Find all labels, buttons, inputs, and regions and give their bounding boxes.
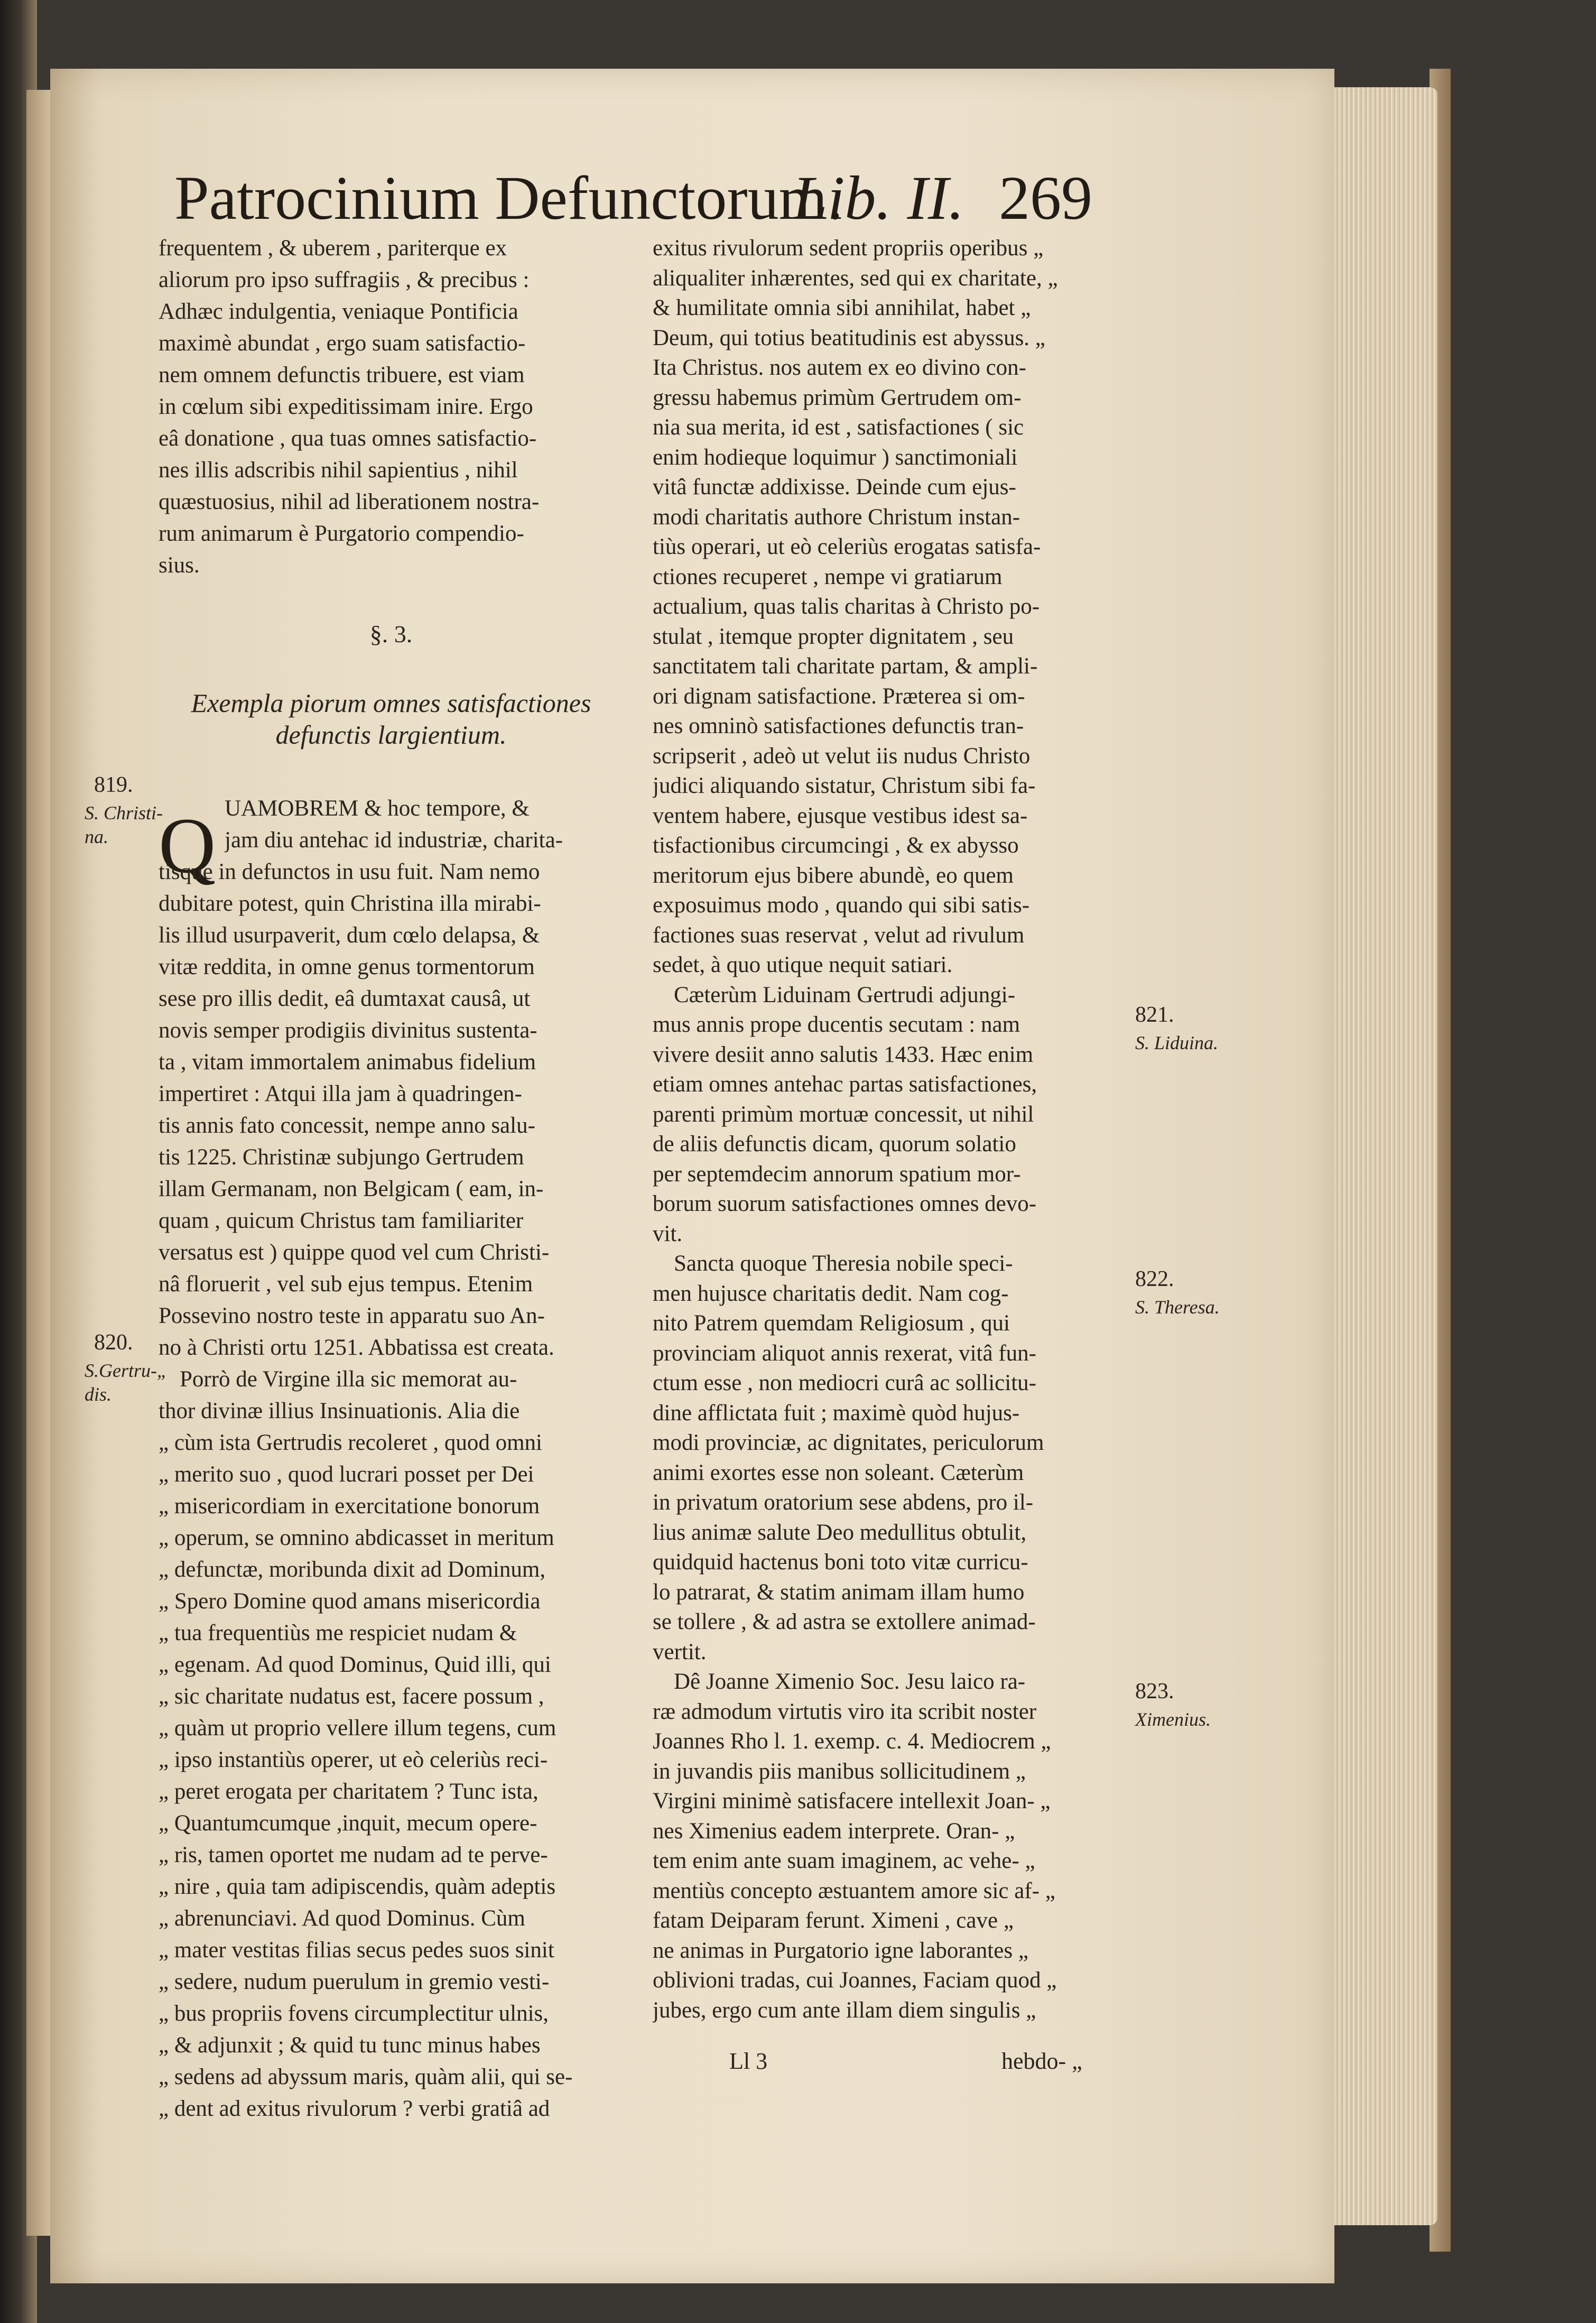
signature-mark: Ll 3 [729,2048,768,2074]
right-text-line: jubes, ergo cum ante illam diem singulis „ [653,1997,1036,2023]
right-text-line: sedet, à quo utique nequit satiari. [653,952,953,977]
right-text-line: modi provinciæ, ac dignitates, periculorum [653,1430,1044,1455]
right-text-line: tiùs operari, ut eò celeriùs erogatas satisfa- [653,534,1041,559]
right-text-line: Cæterùm Liduinam Gertrudi adjungi- [674,982,1016,1007]
left-text-line: „ quàm ut proprio vellere illum tegens, cum [159,1716,556,1741]
right-text-line: vertit. [653,1639,707,1664]
left-text-line: nem omnem defunctis tribuere, est viam [159,363,525,387]
right-text-line: enim hodieque loquimur ) sanctimoniali [653,445,1018,470]
margin-number-821: 821. [1135,1003,1174,1027]
right-text-line: aliqualiter inhærentes, sed qui ex charitate, „ [653,265,1058,291]
right-text-line: vivere desiit anno salutis 1433. Hæc enim [653,1042,1034,1067]
left-text-line: tisque in defunctos in usu fuit. Nam nemo [159,859,540,884]
left-text-line: frequentem , & uberem , pariterque ex [159,236,507,261]
margin-note-christina-2: na. [85,826,108,847]
left-text-line: impertiret : Atqui illa jam à quadringen- [159,1081,522,1106]
right-text-line: se tollere , & ad astra se extollere animad- [653,1609,1036,1634]
right-text-line: vitâ functæ addixisse. Deinde cum ejus- [653,475,1016,499]
left-text-line: novis semper prodigiis divinitus sustenta- [159,1018,537,1043]
left-text-line: sius. [159,553,200,578]
right-text-line: borum suorum satisfactiones omnes devo- [653,1191,1037,1216]
left-text-line: „ mater vestitas filias secus pedes suos sinit [159,1938,554,1963]
right-text-line: men hujusce charitatis dedit. Nam cog- [653,1281,1009,1306]
right-text-line: mus annis prope ducentis secutam : nam [653,1012,1020,1037]
right-text-line: stulat , itemque propter dignitatem , seu [653,624,1014,649]
left-text-line: „ abrenunciavi. Ad quod Dominus. Cùm [159,1906,525,1931]
right-text-line: Ita Christus. nos autem ex eo divino con- [653,355,1026,380]
running-head-title: Patrocinium Defunctorum. [174,163,843,233]
right-text-line: tisfactionibus circumcingi , & ex abysso [653,833,1019,858]
left-text-line: „ & adjunxit ; & quid tu tunc minus habes [159,2033,541,2058]
right-text-line: Sancta quoque Theresia nobile speci- [674,1251,1013,1276]
left-text-line: Porrò de Virgine illa sic memorat au- [180,1367,517,1392]
right-text-line: nia sua merita, id est , satisfactiones ( sic [653,415,1024,440]
drop-cap: Q [159,802,216,890]
right-text-line: & humilitate omnia sibi annihilat, habet „ [653,295,1031,320]
left-text-line: in cœlum sibi expeditissimam inire. Ergo [159,394,533,419]
left-text-line: Adhæc indulgentia, veniaque Pontificia [159,299,518,324]
right-text-line: tem enim ante suam imaginem, ac vehe- „ [653,1848,1035,1873]
right-text-line: scripserit , adeò ut velut iis nudus Christo [653,743,1031,769]
left-text-line: maximè abundat , ergo suam satisfactio- [159,331,526,356]
right-text-line: quidquid hactenus boni toto vitæ curricu- [653,1550,1028,1575]
right-text-line: de aliis defunctis dicam, quorum solatio [653,1132,1016,1156]
left-text-line: eâ donatione , qua tuas omnes satisfactio- [159,426,537,451]
page-number: 269 [999,163,1092,233]
margin-note-gertrudis: S.Gertru-„ [85,1360,168,1381]
right-text-line: nes Ximenius eadem interprete. Oran- „ [653,1818,1015,1844]
left-text-line: dubitare potest, quin Christina illa mirabi- [159,891,541,916]
left-text-line: UAMOBREM & hoc tempore, & [225,796,530,821]
left-text-line: defunctis largientium. [275,720,507,749]
right-text-line: nes omninò satisfactiones defunctis tran- [653,714,1024,738]
right-text-line: ctum esse , non mediocri curâ ac sollicitu- [653,1371,1036,1395]
margin-number-820: 820. [94,1330,133,1355]
right-text-line: modi charitatis authore Christum instan- [653,504,1020,530]
left-text-line: rum animarum è Purgatorio compendio- [159,521,524,546]
right-text-line: Deum, qui totius beatitudinis est abyssus. „ [653,325,1045,350]
catchword: hebdo- „ [1001,2048,1082,2074]
left-text-line: sese pro illis dedit, eâ dumtaxat causâ, ut [159,986,531,1011]
right-text-line: etiam omnes antehac partas satisfactiones, [653,1072,1037,1097]
left-text-line: „ sedens ad abyssum maris, quàm alii, qui se- [159,2065,573,2089]
right-text-line: ræ admodum virtutis viro ita scribit noster [653,1699,1037,1724]
margin-number-822: 822. [1135,1267,1174,1291]
margin-note-gertrudis-2: dis. [85,1384,112,1405]
right-text-line: mentiùs concepto æstuantem amore sic af- „ [653,1878,1055,1903]
right-text-line: meritorum ejus bibere abundè, eo quem [653,863,1014,888]
right-text-line: ctiones recuperet , nempe vi gratiarum [653,564,1003,589]
left-page-edge [26,90,53,2236]
running-head-book: Lib. II. [793,163,964,233]
left-text-line: nes illis adscribis nihil sapientius , nihil [159,458,518,483]
left-text-line: „ peret erogata per charitatem ? Tunc ista, [159,1779,539,1804]
right-text-line: dine afflictata fuit ; maximè quòd hujus- [653,1400,1020,1426]
left-text-line: illam Germanam, non Belgicam ( eam, in- [159,1177,544,1201]
left-text-line: „ sedere, nudum puerulum in gremio vesti- [159,1969,550,1994]
right-text-line: animi exortes esse non soleant. Cæterùm [653,1460,1024,1485]
margin-number-823: 823. [1135,1679,1174,1704]
right-text-line: nito Patrem quemdam Religiosum , qui [653,1311,1010,1336]
left-text-line: Exempla piorum omnes satisfactiones [191,688,591,718]
left-text-line: aliorum pro ipso suffragiis , & precibus : [159,267,530,292]
left-text-line: „ defunctæ, moribunda dixit ad Dominum, [159,1557,546,1582]
right-text-line: Dê Joanne Ximenio Soc. Jesu laico ra- [674,1669,1026,1694]
left-text-line: thor divinæ illius Insinuationis. Alia die [159,1399,520,1423]
right-text-line: parenti primùm mortuæ concessit, ut nihil [653,1102,1034,1127]
left-text-line: quam , quicum Christus tam familiariter [159,1208,524,1233]
left-text-line: „ tua frequentiùs me respiciet nudam & [159,1621,517,1645]
left-text-line: „ cùm ista Gertrudis recoleret , quod omni [159,1430,543,1455]
left-text-line: „ nire , quia tam adipiscendis, quàm adeptis [159,1874,556,1899]
margin-number-819: 819. [94,773,133,797]
left-text-line: tis annis fato concessit, nempe anno salu- [159,1113,535,1138]
right-text-line: lius animæ salute Deo medullitus obtulit, [653,1520,1027,1545]
right-text-line: judici aliquando sistatur, Christum sibi fa- [653,773,1036,798]
page-fore-edge [1326,87,1437,2225]
left-text-line: quæstuosius, nihil ad liberationem nostra- [159,489,540,514]
right-text-line: lo patrarat, & statim animam illam humo [653,1579,1025,1605]
right-text-line: factiones suas reservat , velut ad rivulum [653,922,1025,948]
left-text-line: „ operum, se omnino abdicasset in meritum [159,1525,554,1550]
right-text-line: in juvandis piis manibus sollicitudinem „ [653,1759,1026,1784]
right-text-line: actualium, quas talis charitas à Christo po- [653,594,1040,619]
left-text-line: „ ipso instantiùs operer, ut eò celeriùs reci- [159,1747,548,1772]
right-text-line: provinciam aliquot annis rexerat, vitâ fun- [653,1340,1036,1366]
left-text-line: vitæ reddita, in omne genus tormentorum [159,955,535,979]
right-text-line: Virgini minimè satisfacere intellexit Joan- „ [653,1789,1051,1813]
margin-note-liduina: S. Liduina. [1135,1032,1219,1053]
left-text-line: lis illud usurpaverit, dum cœlo delapsa, & [159,923,540,948]
left-text-line: „ egenam. Ad quod Dominus, Quid illi, qui [159,1652,551,1677]
right-text-line: oblivioni tradas, cui Joannes, Faciam quod „ [653,1968,1057,1993]
right-text-line: ventem habere, ejusque vestibus idest sa- [653,803,1028,828]
right-text-line: vit. [653,1221,683,1246]
right-text-line: fatam Deiparam ferunt. Ximeni , cave „ [653,1908,1014,1933]
left-text-line: ta , vitam immortalem animabus fidelium [159,1050,536,1075]
margin-note-ximenius: Ximenius. [1135,1709,1211,1730]
left-text-line: „ misericordiam in exercitatione bonorum [159,1494,540,1519]
left-text-line: „ bus propriis fovens circumplectitur ulnis, [159,2001,549,2026]
right-text-line: in privatum oratorium sese abdens, pro il- [653,1490,1034,1515]
left-text-line: „ Spero Domine quod amans misericordia [159,1589,541,1614]
left-text-line: Possevino nostro teste in apparatu suo An- [159,1303,545,1328]
left-text-line: jam diu antehac id industriæ, charita- [225,828,563,853]
right-text-line: gressu habemus primùm Gertrudem om- [653,385,1022,410]
right-text-line: exposuimus modo , quando qui sibi satis- [653,893,1030,918]
left-text-line: tis 1225. Christinæ subjungo Gertrudem [159,1145,524,1170]
left-text-line: „ Quantumcumque ,inquit, mecum opere- [159,1811,537,1836]
margin-note-christina: S. Christi- [85,802,163,823]
running-head [174,159,1115,238]
left-text-line: „ sic charitate nudatus est, facere possum , [159,1684,544,1709]
margin-note-theresa: S. Theresa. [1135,1297,1220,1318]
right-text-line: sanctitatem tali charitate partam, & ampli- [653,654,1038,679]
left-text-line: nâ floruerit , vel sub ejus tempus. Etenim [159,1272,533,1297]
left-text-line: „ merito suo , quod lucrari posset per Dei [159,1462,534,1487]
right-text-line: exitus rivulorum sedent propriis operibus „ [653,236,1044,261]
right-text-line: per septemdecim annorum spatium mor- [653,1161,1021,1187]
right-text-line: ne animas in Purgatorio igne laborantes „ [653,1938,1028,1963]
left-text-line: no à Christi ortu 1251. Abbatissa est creata. [159,1335,554,1360]
right-text-line: Joannes Rho l. 1. exemp. c. 4. Mediocrem „ [653,1729,1051,1754]
left-text-line: §. 3. [369,621,413,647]
right-text-line: ori dignam satisfactione. Præterea si om- [653,683,1025,709]
left-text-line: „ ris, tamen oportet me nudam ad te perve- [159,1843,548,1867]
left-text-line: „ dent ad exitus rivulorum ? verbi gratiâ ad [159,2096,550,2121]
left-text-line: versatus est ) quippe quod vel cum Christi- [159,1240,550,1265]
